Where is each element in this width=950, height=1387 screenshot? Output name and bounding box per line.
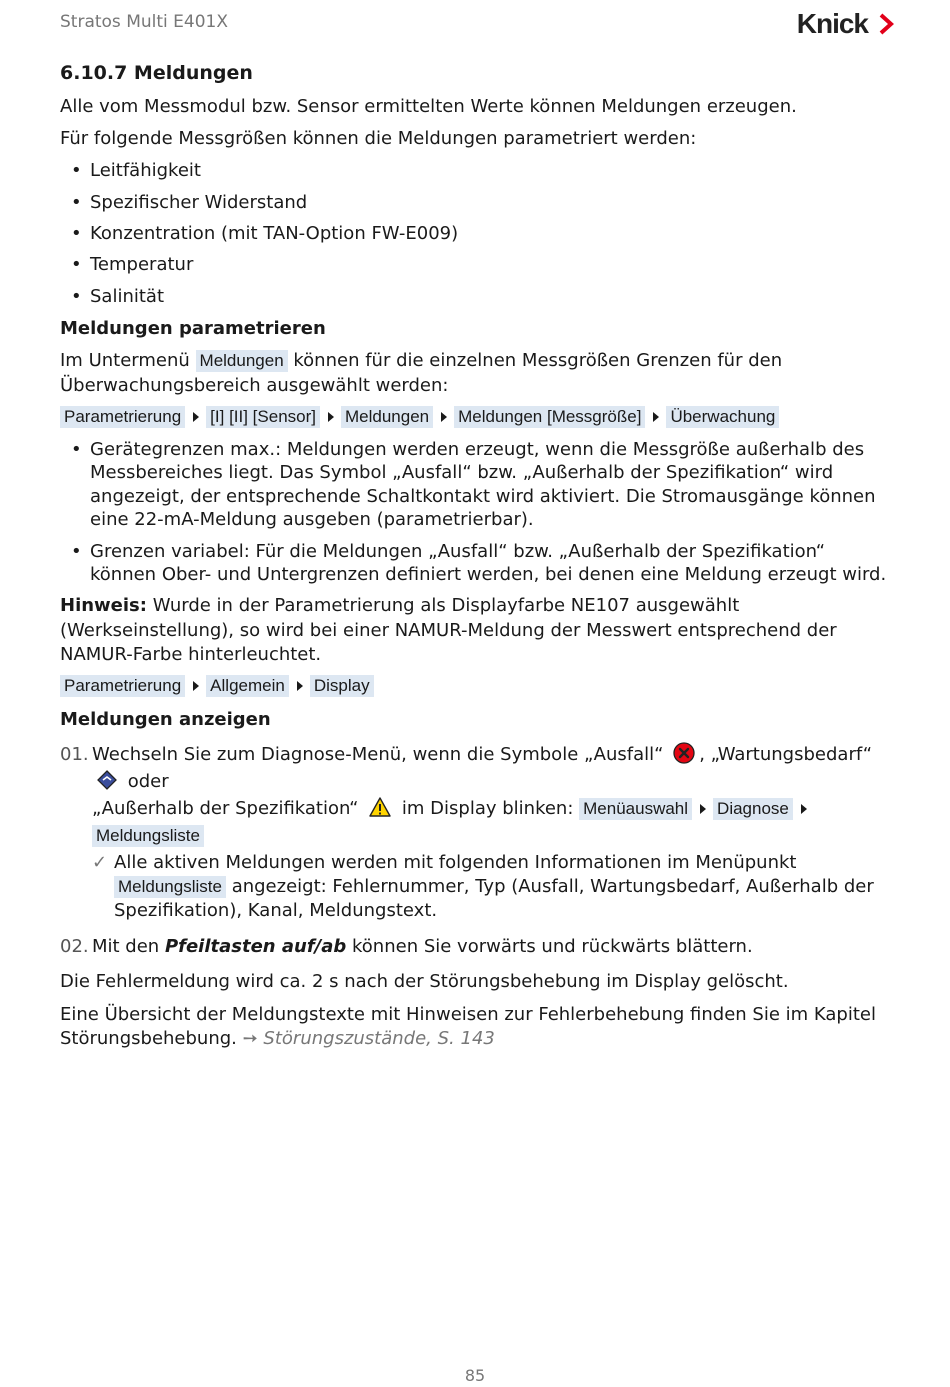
menu-path-item: Überwachung [666,406,779,428]
menu-path-item: Meldungen [Messgröße] [454,406,645,428]
overview-note [60,1003,888,1052]
logo-text: Knick [796,8,868,39]
quantity-list [60,159,888,308]
result-note [92,851,888,924]
menu-path-item: Allgemein [206,675,289,697]
menu-path-item: Display [310,675,374,697]
result-text: angezeigt: Fehlernummer, Typ (Ausfall, Wartungsbedarf, Außerhalb der Spezifikation), Kanal, Meldungstext. [114,875,874,922]
product-name: Stratos Multi E401X [60,12,228,32]
limit-list [60,438,888,586]
list-item: • Grenzen variabel: Für die Meldungen „Ausfall“ bzw. „Außerhalb der Spezifikation“ können Ober- und Untergrenzen definiert werden, bei denen eine Meldung erzeugt wird. [60,540,888,587]
step-2 [60,933,888,960]
note-label: Hinweis: [60,595,147,617]
step-1 [60,741,888,924]
knick-logo [797,10,894,38]
result-text: Alle aktiven Meldungen werden mit folgenden Informationen im Menüpunkt [114,851,797,873]
failure-icon [673,742,695,764]
intro-text-1: Alle vom Messmodul bzw. Sensor ermittelten Werte können Meldungen erzeugen. [60,95,797,117]
menu-path-display [60,675,888,697]
menu-path-item: [I] [II] [Sensor] [206,406,320,428]
menu-path-item: Meldungsliste [92,825,204,847]
list-item: • Temperatur [60,253,888,276]
menu-path-item: Meldungen [341,406,433,428]
list-item: • Konzentration (mit TAN-Option FW-E009) [60,222,888,245]
page-number: 85 [464,1366,486,1385]
note-text: Wurde in der Parametrierung als Displayfarbe NE107 ausgewählt (Werkseinstellung), so wird bei einer NAMUR-Meldung der Messwert entsprechend der NAMUR-Farbe hinterleuchtet. [60,595,837,665]
note [60,594,888,667]
triangle-right-icon [441,412,447,422]
list-item: • Gerätegrenzen max.: Meldungen werden erzeugt, wenn die Messgröße außerhalb des Messbereiches liegt. Das Symbol „Ausfall“ bzw. „Außerhalb der Spezifikation“ wird angezeigt, der entsprechende Schaltkontakt wird aktiviert. Die Stromausgänge können eine 22-mA-Meldung ausgeben (parametrierbar). [60,438,888,532]
show-heading: Meldungen anzeigen [60,709,271,731]
triangle-right-icon [801,804,807,814]
menu-chip-meldungsliste: Meldungsliste [114,876,226,898]
step-text: im Display blinken: [401,797,574,819]
param-text [60,349,888,398]
step-text: können Sie vorwärts und rückwärts blättern. [352,936,753,958]
param-heading: Meldungen parametrieren [60,318,326,340]
triangle-right-icon [653,412,659,422]
menu-path-parametrierung [60,406,888,428]
menu-path-item: Menüauswahl [579,798,692,820]
step-text: oder [127,770,169,792]
warning-triangle-icon [368,796,392,818]
page-header [60,10,894,40]
triangle-right-icon [700,804,706,814]
chevron-right-icon [878,13,894,35]
intro-text-2: Für folgende Messgrößen können die Meldungen parametriert werden: [60,127,697,149]
list-item: • Spezifischer Widerstand [60,191,888,214]
step-text: Wechseln Sie zum Diagnose-Menü, wenn die Symbole „Ausfall“ [92,743,664,765]
clear-note: Die Fehlermeldung wird ca. 2 s nach der Störungsbehebung im Display gelöscht. [60,971,789,993]
step-number: 01. [60,743,89,765]
triangle-right-icon [193,681,199,691]
list-item: • Salinität [60,285,888,308]
list-item: • Leitfähigkeit [60,159,888,182]
param-text-before: Im Untermenü [60,350,190,372]
steps-list [60,741,888,961]
step-text: Mit den [92,936,160,958]
maintenance-icon [96,769,118,791]
section-title: 6.10.7 Meldungen [60,62,253,84]
overview-text: Eine Übersicht der Meldungstexte mit Hinweisen zur Fehlerbehebung finden Sie im Kapitel Störungsbehebung. [60,1003,876,1050]
menu-chip-meldungen: Meldungen [196,350,288,372]
triangle-right-icon [328,412,334,422]
page-content [60,60,888,1059]
menu-path-item: Parametrierung [60,675,185,697]
step-text: , „Wartungsbedarf“ [699,743,873,765]
menu-path-item: Diagnose [713,798,793,820]
cross-reference-link[interactable]: ➙ Störungszustände, S. 143 [242,1028,495,1050]
triangle-right-icon [297,681,303,691]
triangle-right-icon [193,412,199,422]
step-text: „Außerhalb der Spezifikation“ [92,797,359,819]
menu-path-item: Parametrierung [60,406,185,428]
key-name: Pfeiltasten auf/ab [164,936,347,958]
step-number: 02. [60,936,89,958]
param-text-after: können für die einzelnen Messgrößen Grenzen für den Überwachungsbereich ausgewählt werden: [60,350,783,396]
check-icon: ✓ [92,851,108,873]
